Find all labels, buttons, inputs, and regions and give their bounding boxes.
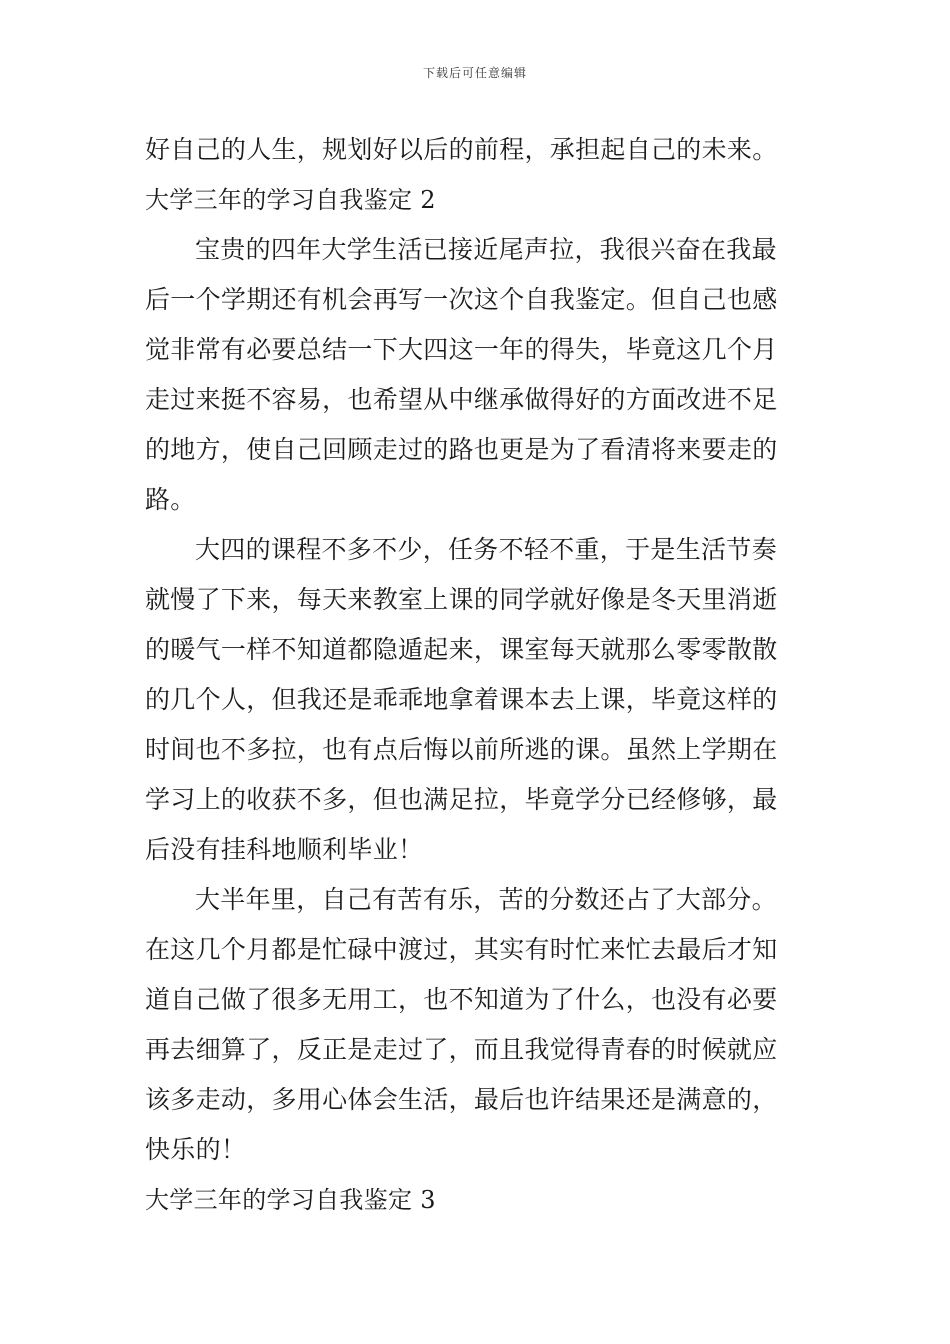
paragraph-line: 道自己做了很多无用工，也不知道为了什么，也没有必要 <box>145 985 778 1014</box>
paragraph-line: 觉非常有必要总结一下大四这一年的得失，毕竟这几个月 <box>145 335 778 364</box>
paragraph-line: 快乐的！ <box>145 1135 247 1164</box>
paragraph-line: 大四的课程不多不少，任务不轻不重，于是生活节奏 <box>195 535 777 564</box>
paragraph-line: 大半年里，自己有苦有乐，苦的分数还占了大部分。 <box>195 885 777 914</box>
paragraph-line: 的暖气一样不知道都隐遁起来，课室每天就那么零零散散 <box>145 635 778 664</box>
section-heading: 大学三年的学习自我鉴定 2 <box>145 186 436 214</box>
section-heading: 大学三年的学习自我鉴定 3 <box>145 1186 436 1214</box>
header-note: 下载后可任意编辑 <box>422 66 527 80</box>
paragraph-line: 学习上的收获不多，但也满足拉，毕竟学分已经修够，最 <box>145 785 778 814</box>
document-body <box>145 125 810 1225</box>
paragraph-line: 路。 <box>145 485 196 514</box>
paragraph-line: 后没有挂科地顺利毕业！ <box>145 835 424 864</box>
paragraph-line: 的地方，使自己回顾走过的路也更是为了看清将来要走的 <box>145 435 778 464</box>
paragraph-line: 就慢了下来，每天来教室上课的同学就好像是冬天里消逝 <box>145 585 778 614</box>
paragraph-line: 该多走动，多用心体会生活，最后也许结果还是满意的， <box>145 1085 778 1114</box>
paragraph-line: 再去细算了，反正是走过了，而且我觉得青春的时候就应 <box>145 1035 778 1064</box>
paragraph-line: 宝贵的四年大学生活已接近尾声拉，我很兴奋在我最 <box>195 235 777 264</box>
paragraph-line: 时间也不多拉，也有点后悔以前所逃的课。虽然上学期在 <box>145 735 778 764</box>
paragraph-line: 后一个学期还有机会再写一次这个自我鉴定。但自己也感 <box>145 285 778 314</box>
paragraph-line: 走过来挺不容易，也希望从中继承做得好的方面改进不足 <box>145 385 778 414</box>
paragraph-line: 好自己的人生，规划好以后的前程，承担起自己的未来。 <box>145 135 778 164</box>
paragraph-line: 在这几个月都是忙碌中渡过，其实有时忙来忙去最后才知 <box>145 935 778 964</box>
paragraph-line: 的几个人，但我还是乖乖地拿着课本去上课，毕竟这样的 <box>145 685 778 714</box>
